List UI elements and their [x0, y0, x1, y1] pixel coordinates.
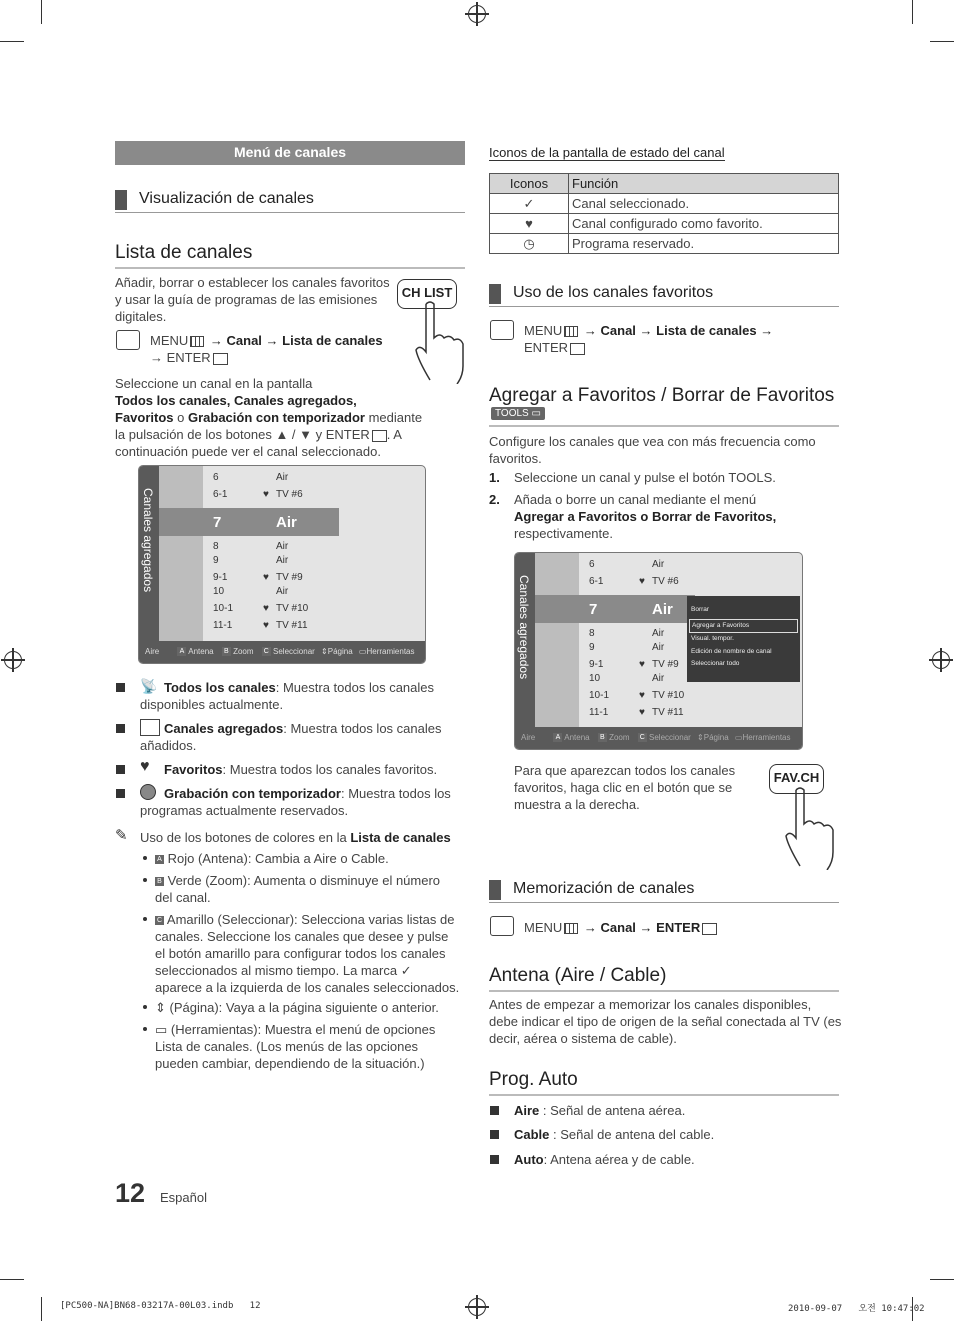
- c-button-icon: C: [156, 917, 163, 925]
- table-cell: Canal configurado como favorito.: [569, 214, 839, 234]
- remote-hand-icon: [490, 320, 514, 340]
- b-button-icon: B: [155, 877, 164, 886]
- channel-name: TV #9: [652, 659, 679, 670]
- screen-side-tab: [515, 553, 535, 727]
- side-label: Canales agregados: [141, 488, 155, 593]
- select-line-1: Seleccione un canal en la pantalla: [115, 376, 313, 391]
- bullet-text: : Muestra todos los canales: [275, 680, 434, 695]
- bottom-antena: Antena: [188, 647, 214, 656]
- bullet-text: : Muestra todos los canales favoritos.: [222, 762, 438, 777]
- menu-label: MENU: [524, 323, 563, 338]
- menu-label: MENU: [150, 333, 189, 348]
- channel-number: 11-1: [213, 620, 233, 631]
- note-pencil-icon: ✎: [115, 827, 128, 844]
- channel-number: 7: [213, 514, 222, 531]
- heart-icon: ♥: [263, 620, 269, 631]
- channel-name: Air: [652, 642, 665, 653]
- antena-line: decir, aérea o sistema de cable).: [489, 1031, 677, 1046]
- section-title: Agregar a Favoritos / Borrar de Favoritos: [489, 385, 835, 406]
- bullet-bold: Grabación con temporizador: [164, 786, 341, 801]
- channel-name: TV #11: [652, 707, 684, 718]
- fav-note-line: Para que aparezcan todos los canales: [514, 763, 736, 778]
- a-button-icon: A: [553, 733, 562, 742]
- heart-icon: ♥: [263, 489, 269, 500]
- select-line-3c: Grabación con temporizador: [187, 410, 365, 425]
- table-cell: Canal seleccionado.: [569, 194, 839, 214]
- prog-text: : Señal de antena del cable.: [549, 1127, 715, 1142]
- channel-number: 6: [213, 472, 219, 483]
- channel-list-screen: [138, 465, 426, 664]
- ch-list-button: CH LIST: [397, 279, 457, 309]
- menu-path: [524, 322, 824, 356]
- divider: [489, 425, 839, 427]
- table-row: [490, 234, 839, 254]
- channel-name: TV #11: [276, 620, 308, 631]
- heart-icon: ♥: [639, 690, 645, 701]
- channel-name: Air: [276, 586, 289, 597]
- step-line: respectivamente.: [514, 526, 613, 541]
- bottom-seleccionar: Seleccionar: [273, 647, 315, 656]
- select-instructions: [115, 375, 445, 460]
- table-row: [490, 214, 839, 234]
- step-line: Añada o borre un canal mediante el menú: [514, 492, 757, 507]
- prog-text: : Antena aérea y de cable.: [543, 1152, 695, 1167]
- bottom-aire: Aire: [145, 647, 160, 656]
- section-banner: Menú de canales: [115, 141, 465, 165]
- channel-name: TV #6: [276, 489, 303, 500]
- menu-path-enter: → ENTER: [150, 350, 211, 365]
- section-heading: Uso de los canales favoritos: [489, 282, 839, 307]
- page-arrows-icon: ⇕: [321, 647, 328, 656]
- heart-icon: ♥: [263, 603, 269, 614]
- selected-row-highlight: [159, 508, 339, 536]
- bullet-text: : Muestra todos los: [340, 786, 451, 801]
- crop-mark: [912, 0, 913, 24]
- antenna-icon: 📡: [140, 678, 158, 694]
- enter-icon: [570, 343, 585, 355]
- crop-mark: [0, 1279, 24, 1280]
- icons-table-title: Iconos de la pantalla de estado del canal: [489, 145, 725, 160]
- menu-path: [524, 919, 824, 936]
- prog-text: : Señal de antena aérea.: [539, 1103, 686, 1118]
- sub-item-pagina: [155, 999, 460, 1016]
- step-1: 1.: [489, 470, 500, 485]
- select-line-5: continuación puede ver el canal seleccionado.: [115, 444, 381, 459]
- fav-note-line: muestra a la derecha.: [514, 797, 640, 812]
- bottom-herramientas: Herramientas: [366, 647, 415, 656]
- tools-icon: ▭: [358, 647, 367, 656]
- channel-number: 8: [213, 541, 219, 552]
- bottom-zoom: Zoom: [233, 647, 254, 656]
- menu-path-text: → Canal → Lista de canales: [209, 333, 383, 348]
- side-label: Canales agregados: [517, 575, 531, 680]
- channel-number: 11-1: [589, 707, 609, 718]
- bullet-text-2: disponibles actualmente.: [140, 697, 284, 712]
- mode-icons-column: [535, 553, 579, 727]
- registration-mark-icon: [4, 651, 22, 669]
- print-date: 2010-09-07 오전 10:47:02: [788, 1304, 925, 1314]
- a-button-icon: A: [155, 855, 164, 864]
- channel-name: Air: [276, 555, 289, 566]
- bullet-text: : Muestra todos los canales: [283, 721, 442, 736]
- channel-number: 7: [589, 601, 598, 618]
- bottom-zoom: Zoom: [609, 733, 630, 742]
- section-title: Prog. Auto: [489, 1068, 839, 1096]
- antena-text: [489, 996, 844, 1047]
- tools-icon: ▭: [155, 1022, 168, 1037]
- table-cell: Programa reservado.: [569, 234, 839, 254]
- agregar-intro: [489, 433, 839, 467]
- channel-number: 10: [213, 586, 225, 597]
- menu-path-text: → Canal → Lista de canales →: [583, 323, 774, 338]
- enter-icon: [213, 353, 228, 365]
- sub-line: (Página): Vaya a la página siguiente o anterior.: [169, 1000, 439, 1015]
- section-heading: Visualización de canales: [115, 188, 465, 213]
- registration-mark-icon: [468, 5, 486, 23]
- page-arrows-icon: ⇕: [697, 733, 704, 742]
- bottom-herramientas: Herramientas: [742, 733, 791, 742]
- popup-item-borrar: Borrar: [691, 606, 710, 613]
- note-text: [140, 829, 470, 846]
- step-2: 2.: [489, 492, 500, 507]
- heart-icon: ♥: [639, 576, 645, 587]
- mode-icons-column: [159, 466, 203, 641]
- heart-icon: ♥: [140, 758, 150, 775]
- intro-line: favoritos.: [489, 451, 542, 466]
- channel-name: Air: [276, 472, 289, 483]
- file-info: [PC500-NA]BN68-03217A-00L03.indb 12: [60, 1301, 261, 1311]
- heart-icon: ♥: [639, 659, 645, 670]
- step-line: Agregar a Favoritos o Borrar de Favoritos,: [514, 509, 777, 524]
- sub-line: pueden cambiar, dependiendo de la situación.): [155, 1056, 425, 1071]
- sub-item-amarillo: [155, 911, 465, 996]
- sub-line: canales. Seleccione los canales que desee y pulse: [155, 929, 449, 944]
- intro-line: Configure los canales que vea con más frecuencia como: [489, 434, 816, 449]
- channel-name: Air: [276, 514, 297, 531]
- channel-name: TV #10: [652, 690, 685, 701]
- icons-table: [489, 173, 839, 254]
- channel-name: TV #10: [276, 603, 309, 614]
- sub-line: (Herramientas): Muestra el menú de opciones: [170, 1022, 436, 1037]
- sub-line: Amarillo (Seleccionar): Selecciona varias listas de: [166, 912, 455, 927]
- bullet-bold: Canales agregados: [164, 721, 284, 736]
- crop-mark: [41, 0, 42, 24]
- bullet-text-2: programas actualmente reservados.: [140, 803, 349, 818]
- sub-item-verde: [155, 872, 460, 906]
- section-title: Antena (Aire / Cable): [489, 964, 839, 992]
- sub-item-rojo: [155, 850, 460, 867]
- registration-mark-icon: [468, 1298, 486, 1316]
- popup-item-edicion: Edición de nombre de canal: [691, 647, 772, 655]
- c-button-icon: C: [263, 648, 269, 656]
- remote-hand-icon: [490, 916, 514, 936]
- tools-badge-label: TOOLS: [495, 408, 529, 419]
- menu-icon: [190, 336, 204, 347]
- sub-line: Rojo (Antena): Cambia a Aire o Cable.: [167, 851, 389, 866]
- sub-line: aparece a la izquierda de los canales seleccionados.: [155, 980, 460, 995]
- channel-name: Air: [652, 628, 665, 639]
- channel-number: 9-1: [589, 659, 604, 670]
- crop-mark: [930, 1279, 954, 1280]
- channel-number: 6-1: [589, 576, 604, 587]
- hand-pointer-icon: [412, 300, 468, 384]
- channel-name: TV #6: [652, 576, 679, 587]
- hand-pointer-icon: [782, 786, 838, 870]
- channel-name: Air: [652, 559, 665, 570]
- antena-line: Antes de empezar a memorizar los canales disponibles,: [489, 997, 812, 1012]
- menu-path-text: → Canal → ENTER: [583, 920, 701, 935]
- channel-number: 6-1: [213, 489, 228, 500]
- fav-ch-button: FAV.CH: [769, 764, 824, 794]
- sub-line: Verde (Zoom): Aumenta o disminuye el número: [167, 873, 441, 888]
- select-line-3b: o: [173, 410, 188, 425]
- menu-label: MENU: [524, 920, 563, 935]
- prog-bold: Auto: [514, 1152, 544, 1167]
- table-header: Función: [569, 174, 839, 194]
- screen-bottom-bar: [139, 641, 425, 663]
- sub-line: del canal.: [155, 890, 211, 905]
- bottom-aire: Aire: [521, 733, 536, 742]
- page-language: Español: [160, 1190, 207, 1205]
- favorites-screen: [514, 552, 803, 750]
- select-line-2: Todos los canales, Canales agregados,: [115, 393, 357, 408]
- screen-bottom-bar: [515, 727, 802, 749]
- popup-item-visual: Visual. tempor.: [691, 635, 734, 642]
- menu-path: [150, 332, 390, 366]
- table-header: Iconos: [490, 174, 569, 194]
- b-button-icon: B: [222, 647, 231, 656]
- registration-mark-icon: [932, 651, 950, 669]
- channel-number: 10-1: [589, 690, 610, 701]
- prog-bold: Aire: [514, 1103, 540, 1118]
- sub-item-herramientas: [155, 1021, 460, 1072]
- checkmark-icon: ✓: [400, 963, 412, 978]
- page-number: 12: [115, 1178, 146, 1208]
- checkmark-icon: ✓: [490, 194, 569, 214]
- sub-line: el botón amarillo para configurar todos los canales: [155, 946, 446, 961]
- table-row: [490, 194, 839, 214]
- channel-number: 9: [213, 555, 219, 566]
- popup-item-seleccionar: Seleccionar todo: [691, 660, 740, 667]
- bullet-bold: Todos los canales: [164, 680, 276, 695]
- antena-line: debe indicar el tipo de origen de la señal conectada al TV (es: [489, 1014, 842, 1029]
- channel-number: 8: [589, 628, 595, 639]
- enter-icon: [702, 923, 717, 935]
- select-line-3d: mediante: [364, 410, 423, 425]
- note-bold: Lista de canales: [350, 830, 451, 845]
- crop-mark: [0, 41, 24, 42]
- sub-line: Lista de canales. (Los menús de las opciones: [155, 1039, 419, 1054]
- menu-icon: [564, 326, 578, 337]
- prog-bold: Cable: [514, 1127, 550, 1142]
- heart-icon: ♥: [639, 707, 645, 718]
- heart-icon: ♥: [263, 572, 269, 583]
- clock-icon: ◷: [490, 234, 569, 254]
- intro-text: Añadir, borrar o establecer los canales favoritos y usar la guía de programas de las emisiones digitales.: [115, 275, 390, 324]
- bullet-bold: Favoritos: [164, 762, 223, 777]
- channel-name: Air: [276, 541, 289, 552]
- remote-hand-icon: [116, 330, 140, 350]
- menu-icon: [564, 923, 578, 934]
- fav-note: [514, 762, 754, 813]
- bottom-antena: Antena: [564, 733, 590, 742]
- channel-number: 9: [589, 642, 595, 653]
- heart-icon: ♥: [490, 214, 569, 234]
- channel-number: 6: [589, 559, 595, 570]
- channel-name: Air: [652, 601, 673, 618]
- step-1-text: Seleccione un canal y pulse el botón TOOLS.: [514, 470, 776, 485]
- sub-line: seleccionados al mismo tiempo. La marca: [155, 963, 398, 978]
- channel-number: 10: [589, 673, 601, 684]
- crop-mark: [41, 1297, 42, 1321]
- page-arrows-icon: ⇕: [155, 1000, 166, 1015]
- tools-badge: TOOLS ▭: [491, 407, 545, 420]
- c-button-icon: C: [639, 734, 645, 742]
- tools-popup-menu: [687, 596, 800, 682]
- channel-number: 10-1: [213, 603, 234, 614]
- select-line-4b: . A: [386, 427, 402, 442]
- a-button-icon: A: [177, 647, 186, 656]
- screen-side-tab: [139, 466, 159, 641]
- note-intro: Uso de los botones de colores en la: [140, 830, 351, 845]
- channel-number: 9-1: [213, 572, 228, 583]
- menu-path-enter: ENTER: [524, 340, 569, 355]
- section-heading: Memorización de canales: [489, 878, 839, 903]
- enter-icon: [372, 430, 387, 442]
- tools-icon: ▭: [734, 733, 743, 742]
- b-button-icon: B: [598, 733, 607, 742]
- select-line-3a: Favoritos: [115, 410, 174, 425]
- page-title: Lista de canales: [115, 241, 465, 269]
- select-line-4: la pulsación de los botones ▲ / ▼ y ENTER: [115, 427, 370, 442]
- crop-mark: [930, 41, 954, 42]
- popup-item-agregar: Agregar a Favoritos: [689, 619, 798, 634]
- bottom-pagina: Página: [327, 647, 353, 656]
- channel-name: TV #9: [276, 572, 303, 583]
- bottom-seleccionar: Seleccionar: [649, 733, 691, 742]
- bullet-text-2: añadidos.: [140, 738, 197, 753]
- step-2-text: [514, 491, 834, 542]
- fav-note-line: favoritos, haga clic en el botón que se: [514, 780, 733, 795]
- channel-name: Air: [652, 673, 665, 684]
- bottom-pagina: Página: [703, 733, 729, 742]
